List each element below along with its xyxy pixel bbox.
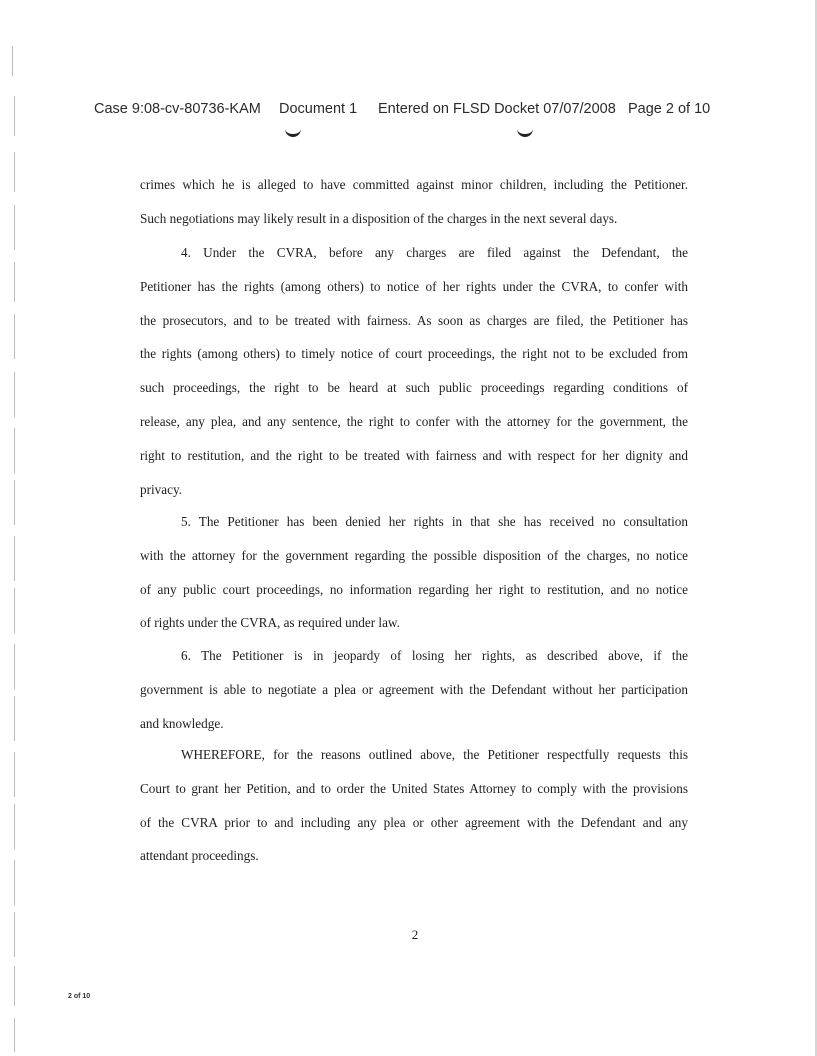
scan-edge-mark xyxy=(14,96,15,136)
text-line: release, any plea, and any sentence, the right to confer with the attorney for the government, the xyxy=(140,413,688,429)
text-line: such proceedings, the right to be heard at such public proceedings regarding conditions of xyxy=(140,380,688,396)
text-line: 6. The Petitioner is in jeopardy of losing her rights, as described above, if the xyxy=(181,648,688,663)
text-line: the rights (among others) to timely notice of court proceedings, the right not to be excluded from xyxy=(140,346,688,362)
punch-mark xyxy=(517,128,533,137)
text-line: of the CVRA prior to and including any plea or other agreement with the Defendant and any xyxy=(140,814,688,830)
scan-edge-mark xyxy=(14,205,15,250)
text-line: WHEREFORE, for the reasons outlined above, the Petitioner respectfully requests this xyxy=(181,747,688,762)
docket-entry-date: Entered on FLSD Docket 07/07/2008 xyxy=(378,101,616,117)
text-line: Petitioner has the rights (among others) to notice of her rights under the CVRA, to confer with xyxy=(140,278,688,294)
header-page-count: Page 2 of 10 xyxy=(628,101,711,117)
scan-edge-mark xyxy=(14,1018,15,1052)
text-line: with the attorney for the government regarding the possible disposition of the charges, no notice xyxy=(140,547,688,563)
scan-edge-mark xyxy=(14,644,15,689)
paragraph-5 xyxy=(140,514,688,649)
scan-edge-mark xyxy=(14,860,15,905)
scan-edge-mark xyxy=(14,696,15,741)
text-line: Court to grant her Petition, and to order the United States Attorney to comply with the provisions xyxy=(140,780,688,796)
text-line: crimes which he is alleged to have committed against minor children, including the Petitioner. xyxy=(140,177,688,192)
scan-edge-mark xyxy=(14,152,15,192)
scan-edge-mark xyxy=(14,314,15,359)
text-line: of any public court proceedings, no information regarding her right to restitution, and no notice xyxy=(140,581,688,597)
scan-edge-mark xyxy=(14,966,15,1006)
scan-edge-mark xyxy=(14,536,15,581)
text-line: attendant proceedings. xyxy=(140,848,259,864)
scan-edge-mark xyxy=(14,752,15,797)
paragraph-6 xyxy=(140,648,688,749)
paragraph-continued xyxy=(140,177,688,245)
text-line: 4. Under the CVRA, before any charges are filed against the Defendant, the xyxy=(181,245,688,260)
paragraph-wherefore xyxy=(140,747,688,882)
text-line: Such negotiations may likely result in a disposition of the charges in the next several days. xyxy=(140,210,618,226)
document-number: Document 1 xyxy=(279,101,358,117)
page-number: 2 xyxy=(411,927,419,942)
scan-edge-mark xyxy=(14,262,15,302)
scan-edge-mark xyxy=(12,46,13,76)
text-line: right to restitution, and the right to be treated with fairness and with respect for her dignity and xyxy=(140,447,688,463)
footer-page-count: 2 of 10 xyxy=(68,993,91,1000)
text-line: the prosecutors, and to be treated with fairness. As soon as charges are filed, the Petitioner has xyxy=(140,312,688,328)
text-line: government is able to negotiate a plea or agreement with the Defendant without her participation xyxy=(140,681,688,697)
case-number: Case 9:08-cv-80736-KAM xyxy=(94,101,261,117)
text-line: and knowledge. xyxy=(140,715,224,731)
punch-mark xyxy=(285,128,301,137)
text-line: 5. The Petitioner has been denied her rights in that she has received no consultation xyxy=(181,514,688,529)
text-line: of rights under the CVRA, as required under law. xyxy=(140,615,400,631)
text-line: privacy. xyxy=(140,481,182,497)
scan-edge-mark xyxy=(14,428,15,473)
paragraph-4 xyxy=(140,245,688,515)
scan-edge-mark xyxy=(14,480,15,525)
scan-edge-mark xyxy=(14,588,15,633)
scan-edge-mark xyxy=(14,372,15,417)
scan-edge-mark xyxy=(14,804,15,849)
